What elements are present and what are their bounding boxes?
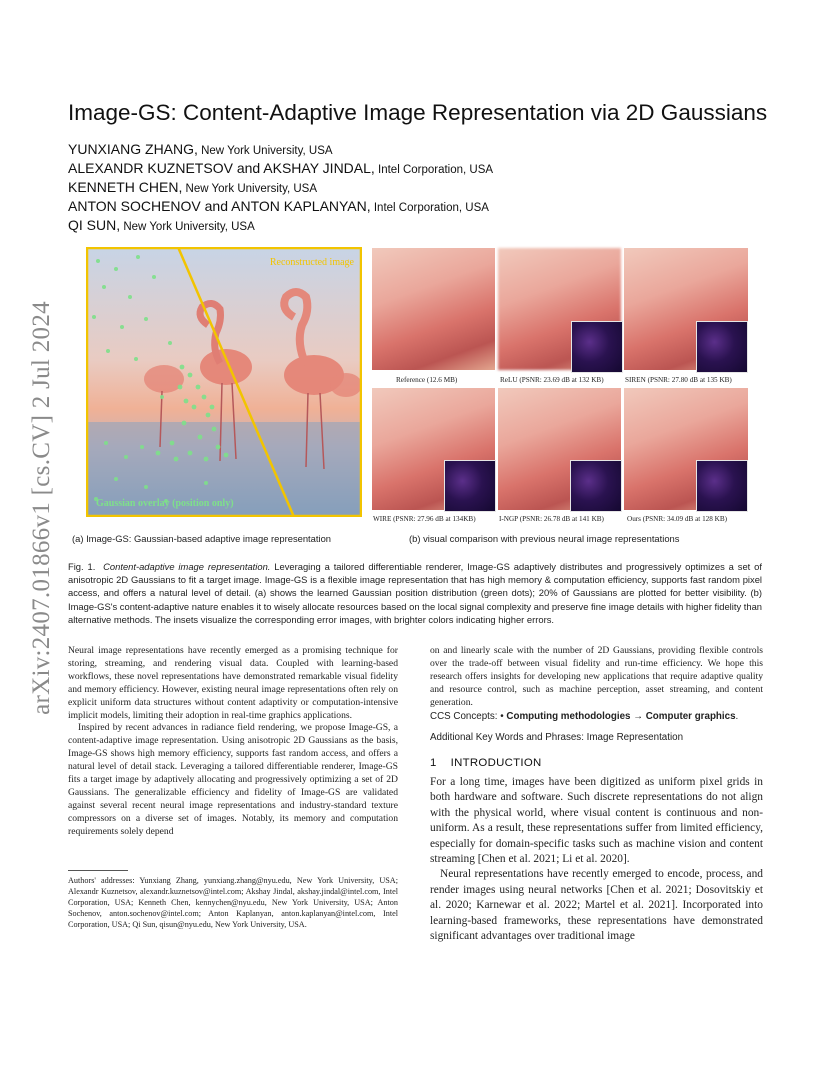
overlay-top-label: Reconstructed image — [269, 257, 354, 268]
author-line-5 — [68, 217, 255, 233]
label-ingp: I-NGP (PSNR: 26.78 dB at 141 KB) — [499, 515, 604, 523]
intro-paragraph-1: For a long time, images have been digitized as uniform pixel grids in both hardware and software. Such discrete representations do not align with the physical world, where visual content is continuous and non-uniform. As a result, these representations suffer from limited efficiency, especially for domain-specific tasks such as machine vision and content streaming [Chen et al. 2021; Li et al. 2020]. — [430, 776, 763, 866]
ccs-bold: Computing methodologies → Computer graphics — [506, 711, 736, 722]
author-affiliation: New York University, USA — [197, 145, 333, 157]
panel-reference — [372, 248, 495, 370]
footnote-rule — [68, 870, 128, 871]
abstract-paragraph-continued: on and linearly scale with the number of 2D Gaussians, providing flexible controls over the trade-off between visual fidelity and run-time efficiency. We hope this research offers insights for developing new applications that require adaptive quality and resource control, such as machine perception, asset streaming, and content generation. — [430, 645, 763, 708]
author-line-3 — [68, 179, 317, 195]
author-names: KENNETH CHEN, — [68, 179, 183, 195]
label-reference: Reference (12.6 MB) — [396, 376, 458, 384]
section-title: INTRODUCTION — [450, 757, 542, 769]
author-affiliation: New York University, USA — [120, 221, 255, 233]
label-relu: ReLU (PSNR: 23.69 dB at 132 KB) — [500, 376, 604, 384]
inset-ours-error — [696, 460, 748, 512]
abstract-paragraph-1: Neural image representations have recently emerged as a promising technique for storing, streaming, and rendering visual data. Coupled with learning-based workflows, these novel representations have demonstrated remarkable visual fidelity and memory efficiency. However, existing neural image representations often rely on explicit uniform data structures without content adaptivity or computation-intensive implicit models, limiting their adoption in real-time graphics applications. — [68, 645, 398, 721]
ccs-suffix: . — [735, 711, 739, 722]
abstract-paragraph-2: Inspired by recent advances in radiance field rendering, we propose Image-GS, a content-adaptive image representation. Using anisotropic 2D Gaussians as the basis, Image-GS shows high memory efficiency, supports fast random access, and offers a natural level of detail stack. Leveraging a tailored differentiable renderer, Image-GS fits a target image by adaptively allocating and progressively optimizing a set of 2D Gaussians. The generalizable efficiency and fidelity of Image-GS are validated against several recent neural image representations and industry-standard texture compressors on a diverse set of images. Notably, its memory and computation requirements solely depend — [68, 722, 398, 837]
author-line-2 — [68, 160, 493, 176]
label-ours: Ours (PSNR: 34.09 dB at 128 KB) — [627, 515, 728, 523]
arxiv-id: arXiv:2407.01866v1 [cs.CV] 2 Jul 2024 — [28, 301, 56, 715]
figure-a-image — [86, 247, 362, 517]
additional-keywords: Additional Key Words and Phrases: Image Representation — [430, 732, 684, 743]
section-number: 1 — [430, 757, 437, 769]
paper-title: Image-GS: Content-Adaptive Image Representation via 2D Gaussians — [68, 100, 768, 125]
intro-paragraph-2: Neural representations have recently emerged to encode, process, and render images using neural networks [Chen et al. 2021; Dosovitskiy et al. 2020; Karnewar et al. 2022; Martel et al. 2021]. Incorporated into learning-based frameworks, these representations have demonstrated significant advantages over traditional image — [430, 868, 763, 943]
label-wire: WIRE (PSNR: 27.96 dB at 134KB) — [373, 515, 476, 523]
figure-caption — [68, 560, 762, 626]
author-names: YUNXIANG ZHANG, — [68, 141, 198, 157]
caption-label: Fig. 1. — [68, 561, 96, 572]
author-names: QI SUN, — [68, 217, 121, 233]
inset-siren-error — [696, 321, 748, 373]
author-names: ALEXANDR KUZNETSOV and AKSHAY JINDAL, — [68, 160, 375, 176]
inset-relu-error — [571, 321, 623, 373]
author-line-4 — [68, 198, 489, 214]
author-line-1 — [68, 141, 333, 157]
abstract-continued — [430, 645, 763, 710]
flamingo-gaussian-overlay — [86, 247, 362, 517]
author-affiliation: New York University, USA — [182, 183, 317, 195]
author-affiliation: Intel Corporation, USA — [370, 202, 489, 214]
overlay-bottom-label: Gaussian overlay (position only) — [96, 498, 234, 509]
ccs-prefix: CCS Concepts: • — [430, 711, 507, 722]
inset-wire-error — [444, 460, 496, 512]
section-heading-introduction — [430, 757, 542, 769]
label-siren: SIREN (PSNR: 27.80 dB at 135 KB) — [625, 376, 732, 384]
abstract — [68, 645, 398, 839]
subcaption-a: (a) Image-GS: Gaussian-based adaptive image representation — [72, 533, 331, 544]
ccs-concepts — [430, 711, 738, 722]
inset-ingp-error — [570, 460, 622, 512]
introduction-body — [430, 775, 763, 944]
author-addresses-footnote: Authors' addresses: Yunxiang Zhang, yunxiang.zhang@nyu.edu, New York University, USA; Alexandr Kuznetsov, alexandr.kuznetsov@intel.com; Akshay Jindal, akshay.jindal@intel.com, Intel Corporation, USA; Kenneth Chen, kennychen@nyu.edu, New York University, USA; Anton Sochenov, anton.sochenov@intel.com; Anton Kaplanyan, anton.kaplanyan@intel.com, Intel Corporation, USA; Qi Sun, qisun@nyu.edu, New York University, USA. — [68, 876, 398, 929]
caption-italic: Content-adaptive image representation. — [103, 561, 271, 572]
subcaption-b: (b) visual comparison with previous neural image representations — [409, 533, 680, 544]
author-names: ANTON SOCHENOV and ANTON KAPLANYAN, — [68, 198, 371, 214]
caption-text: Leveraging a tailored differentiable renderer, Image-GS adaptively distributes and progressively optimizes a set of anisotropic 2D Gaussians to fit a target image. Image-GS is a flexible image representation that has high memory & computation efficiency, supports fast random pixel access, and offers a natural level of detail. (a) shows the learned Gaussian position distribution (green dots); 20% of Gaussians are plotted for better visibility. (b) Image-GS's content-adaptive nature enables it to wisely allocate resources based on the local signal complexity and preserve fine image details with higher fidelity than alternative methods. The insets visualize the corresponding error images, with brighter colors indicating higher errors. — [68, 561, 762, 625]
author-affiliation: Intel Corporation, USA — [374, 164, 494, 176]
